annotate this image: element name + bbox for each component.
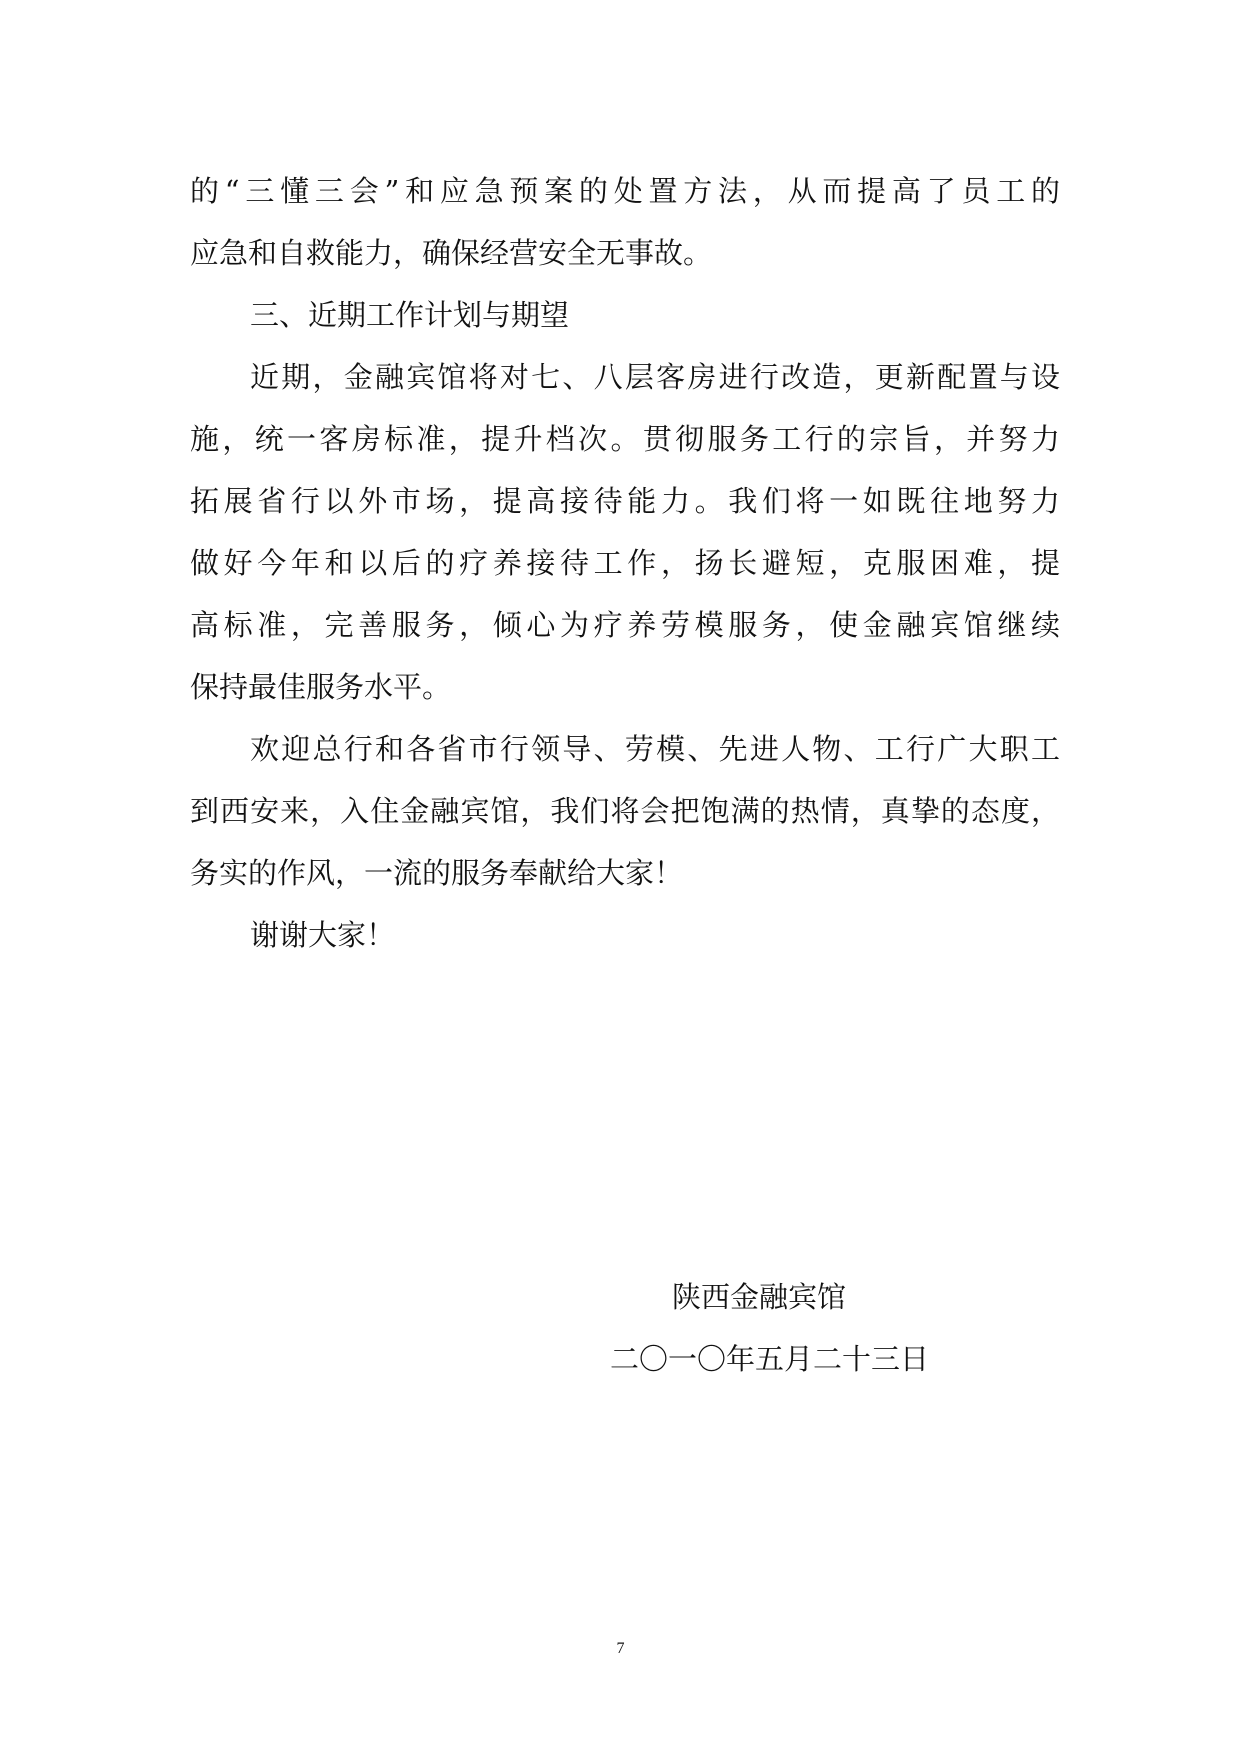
paragraph-line: 拓展省行以外市场，提高接待能力。我们将一如既往地努力 [190,484,1060,518]
paragraph-line: 的“三懂三会”和应急预案的处置方法，从而提高了员工的 [190,174,1060,208]
paragraph-line: 施，统一客房标准，提升档次。贯彻服务工行的宗旨，并努力 [190,422,1060,456]
signature-block [610,1266,970,1390]
paragraph-line: 做好今年和以后的疗养接待工作，扬长避短，克服困难，提 [190,546,1060,580]
signature-organization: 陕西金融宾馆 [672,1280,847,1314]
body-text [190,160,1060,966]
paragraph-line: 务实的作风，一流的服务奉献给大家！ [190,856,684,890]
closing-line: 谢谢大家！ [250,918,396,952]
paragraph-line: 保持最佳服务水平。 [190,670,452,704]
paragraph-line: 高标准，完善服务，倾心为疗养劳模服务，使金融宾馆继续 [190,608,1060,642]
signature-date: 二〇一〇年五月二十三日 [610,1342,930,1376]
section-heading: 三、近期工作计划与期望 [250,298,570,332]
page-number: 7 [616,1640,625,1657]
paragraph-line: 欢迎总行和各省市行领导、劳模、先进人物、工行广大职工 [250,732,1060,766]
paragraph-line: 应急和自救能力，确保经营安全无事故。 [190,236,713,270]
paragraph-line: 到西安来，入住金融宾馆，我们将会把饱满的热情，真挚的态度， [190,794,1060,828]
paragraph-line: 近期，金融宾馆将对七、八层客房进行改造，更新配置与设 [250,360,1060,394]
